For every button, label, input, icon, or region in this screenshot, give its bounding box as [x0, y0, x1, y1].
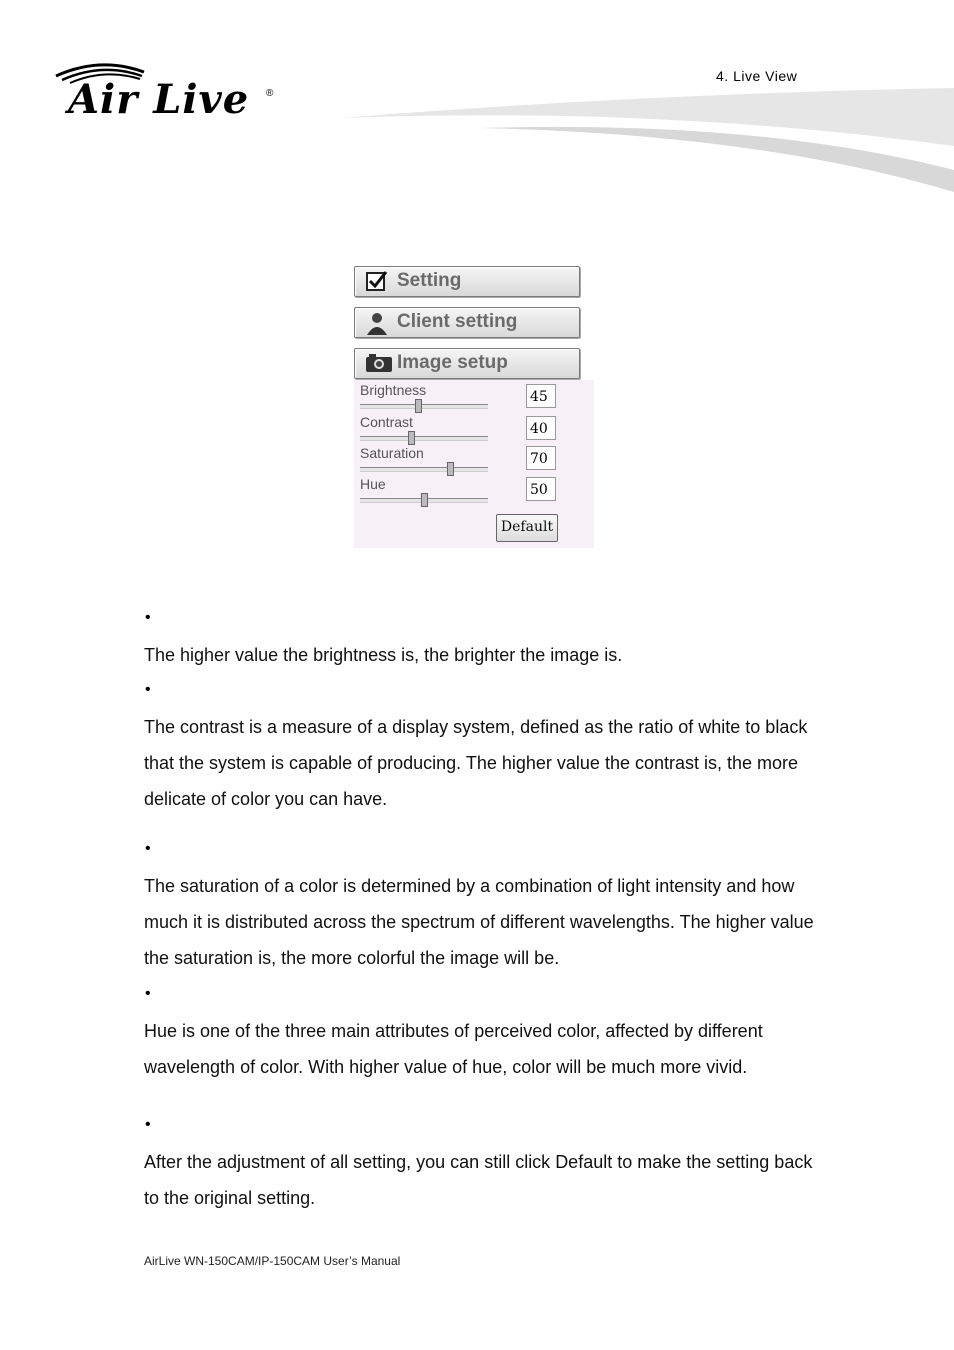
person-icon [365, 311, 389, 335]
bullet-hue: • [145, 985, 151, 1002]
contrast-value-input[interactable]: 40 [526, 416, 556, 440]
hue-value-input[interactable]: 50 [526, 477, 556, 501]
menu-image-setup-label: Image setup [397, 352, 508, 373]
hue-slider[interactable] [360, 498, 488, 503]
saturation-label: Saturation [360, 445, 424, 461]
menu-client-setting[interactable] [354, 307, 580, 338]
paragraph-default: After the adjustment of all setting, you can still click Default to make the setting back to the original setting. [144, 1152, 813, 1208]
menu-image-setup[interactable] [354, 348, 580, 379]
airlive-logo [52, 58, 292, 130]
menu-setting-label: Setting [397, 270, 462, 291]
bullet-default: • [145, 1116, 151, 1133]
bullet-contrast: • [145, 681, 151, 698]
brightness-slider[interactable] [360, 404, 488, 409]
camera-icon [365, 352, 393, 374]
bullet-saturation: • [145, 840, 151, 857]
hue-label: Hue [360, 476, 386, 492]
contrast-slider[interactable] [360, 436, 488, 441]
contrast-label: Contrast [360, 414, 413, 430]
menu-setting[interactable] [354, 266, 580, 297]
saturation-value-input[interactable]: 70 [526, 446, 556, 470]
default-button[interactable]: Default [496, 514, 558, 542]
brightness-label: Brightness [360, 382, 427, 398]
paragraph-hue: Hue is one of the three main attributes of perceived color, affected by different wavelength of color. With higher value of hue, color will be much more vivid. [144, 1021, 763, 1077]
menu-client-setting-label: Client setting [397, 311, 518, 332]
header-swoosh-decoration [340, 84, 954, 196]
registered-mark: ® [266, 88, 274, 99]
image-adjustments [354, 380, 594, 548]
saturation-slider-thumb[interactable] [447, 462, 454, 476]
paragraph-saturation: The saturation of a color is determined by a combination of light intensity and how much it is distributed across the spectrum of different wavelengths. The higher value the saturation is, the more colorful the image will be. [144, 876, 814, 968]
hue-slider-thumb[interactable] [421, 493, 428, 507]
brightness-value-input[interactable]: 45 [526, 384, 556, 408]
paragraph-contrast: The contrast is a measure of a display system, defined as the ratio of white to black that the system is capable of producing. The higher value the contrast is, the more delicate of color you can have. [144, 717, 808, 809]
checkbox-icon [365, 270, 389, 292]
settings-panel [350, 252, 598, 548]
bullet-brightness: • [145, 609, 151, 626]
brightness-slider-thumb[interactable] [415, 399, 422, 413]
saturation-slider[interactable] [360, 467, 488, 472]
page-footer: AirLive WN-150CAM/IP-150CAM User’s Manual [144, 1254, 401, 1268]
paragraph-brightness: The higher value the brightness is, the brighter the image is. [144, 645, 623, 665]
brand-name: Air Live [68, 76, 250, 123]
contrast-slider-thumb[interactable] [408, 431, 415, 445]
chapter-title: 4. Live View [716, 68, 798, 84]
